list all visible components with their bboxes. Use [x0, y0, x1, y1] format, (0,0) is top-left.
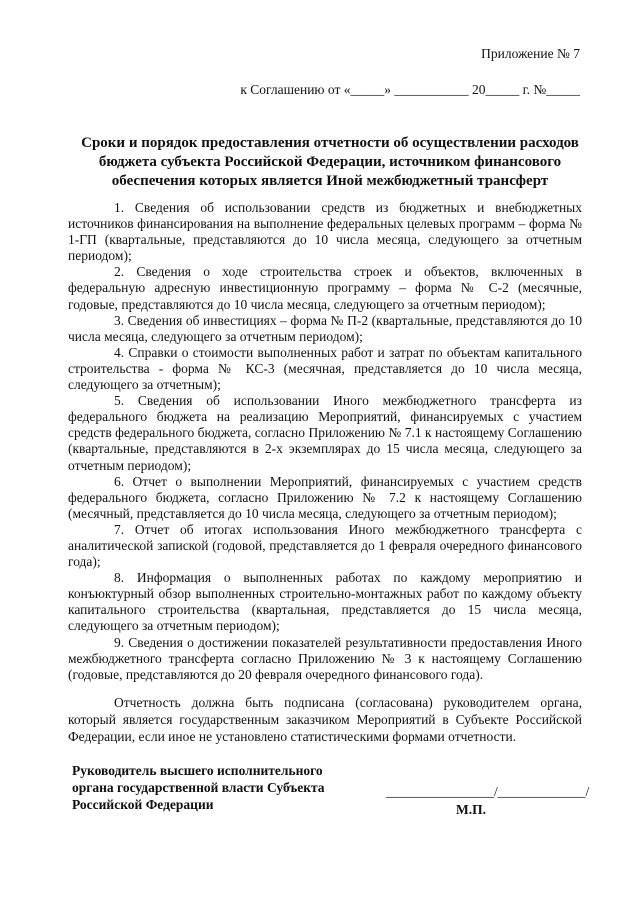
- title-line-1: Сроки и порядок предоставления отчетности об осуществлении расходов: [81, 135, 579, 151]
- list-item: 8. Информация о выполненных работах по каждому мероприятию и конъюктурный обзор выполненных строительно-монтажных работ по каждому объекту капитального строительства (квартальная, представляется до 15 числа месяца, следующего за отчетным периодом);: [68, 570, 582, 634]
- signature-line: ________________/_____________/: [386, 784, 590, 799]
- list-item: 5. Сведения об использовании Иного межбюджетного трансферта из федерального бюджета на реализацию Мероприятий, финансируемых с участием средств федерального бюджета, согласно Приложению № 7.1 к настоящему Соглашению (квартальные, представляются в 2-х экземплярах до 15 числа месяца, следующего за отчетным периодом);: [68, 393, 582, 473]
- agreement-reference: к Соглашению от «_____» ___________ 20_____ г. №_____: [240, 82, 580, 97]
- list-item: 6. Отчет о выполнении Мероприятий, финансируемых с участием средств федерального бюджета, согласно Приложению № 7.2 к настоящему Соглашению (месячный, представляется до 10 числа месяца, следующего за отчетным периодом);: [68, 473, 582, 521]
- note-text: Отчетность должна быть подписана (согласована) руководителем органа, который является государственным заказчиком Мероприятий в Субъекте Российской Федерации, если иное не установлено статистическими формами отчетности.: [68, 695, 582, 744]
- reporting-items-list: [68, 200, 582, 683]
- title-line-2: бюджета субъекта Российской Федерации, источником финансового: [98, 154, 562, 170]
- stamp-label: М.П.: [456, 802, 486, 817]
- document-title: [70, 134, 590, 191]
- list-item: 9. Сведения о достижении показателей результативности предоставления Иного межбюджетного трансферта согласно Приложению № 3 к настоящему Соглашению (годовые, представляются до 20 февраля очередного финансового года).: [68, 634, 582, 682]
- title-line-3: обеспечения которых является Иной межбюджетный трансферт: [111, 173, 549, 189]
- signer-line-2: органа государственной власти Субъекта: [72, 780, 325, 795]
- signer-line-1: Руководитель высшего исполнительного: [72, 763, 323, 778]
- list-item: 2. Сведения о ходе строительства строек и объектов, включенных в федеральную адресную инвестиционную программу – форма № С-2 (месячные, годовые, представляются до 10 числа месяца, следующего за отчетным периодом);: [68, 264, 582, 312]
- appendix-label: Приложение № 7: [481, 46, 580, 61]
- signer-title: [72, 762, 372, 813]
- signature-note: [68, 694, 582, 745]
- list-item: 7. Отчет об итогах использования Иного межбюджетного трансферта с аналитической запиской (годовой, представляется до 1 февраля очередного финансового года);: [68, 521, 582, 570]
- list-item: 3. Сведения об инвестициях – форма № П-2 (квартальные, представляются до 10 числа месяца, следующего за отчетным периодом);: [68, 312, 582, 344]
- list-item: 4. Справки о стоимости выполненных работ и затрат по объектам капитального строительства - форма № КС-3 (месячная, представляется до 10 числа месяца, следующего за отчетным);: [68, 344, 582, 393]
- list-item: 1. Сведения об использовании средств из бюджетных и внебюджетных источников финансирования на выполнение федеральных целевых программ – форма № 1-ГП (квартальные, представляются до 10 числа месяца, следующего за отчетным периодом);: [68, 200, 582, 264]
- signer-line-3: Российской Федерации: [72, 797, 214, 812]
